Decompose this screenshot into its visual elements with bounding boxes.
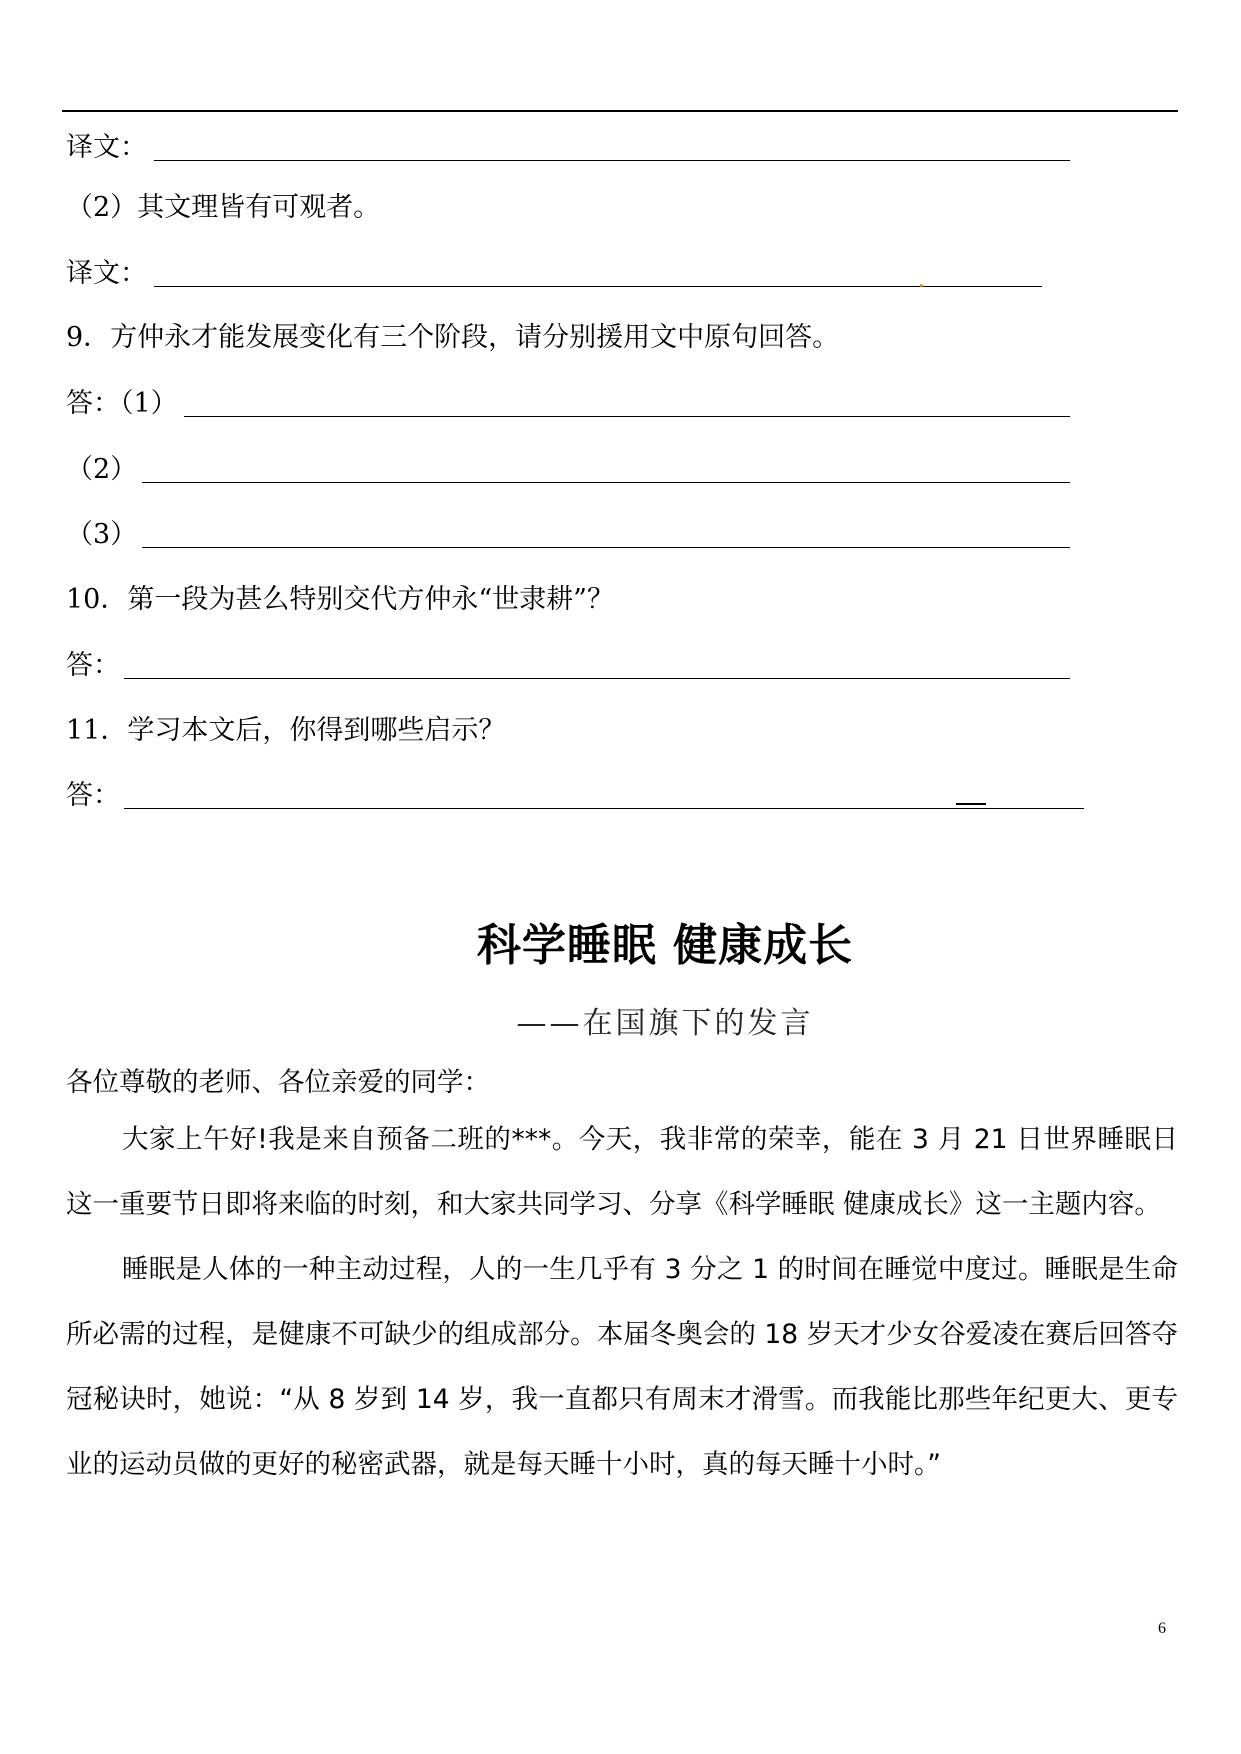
answer-blank[interactable] <box>142 482 1070 483</box>
answer-blank[interactable] <box>154 286 1042 287</box>
q10-answer-line <box>66 646 120 686</box>
q9-answer-line-3 <box>66 515 137 555</box>
answer-blank[interactable] <box>184 416 1070 417</box>
page-number: 6 <box>1158 1620 1166 1637</box>
answer-label: 答：（1） <box>66 388 178 419</box>
q8-translation-line-1 <box>66 128 147 168</box>
q9-answer-line-2 <box>66 450 137 490</box>
answer-blank[interactable] <box>142 547 1070 548</box>
question-text: 10．第一段为甚么特别交代方仲永“世隶耕”？ <box>66 584 614 615</box>
q10-prompt <box>66 580 614 620</box>
paragraph: 睡眠是人体的一种主动过程，人的一生几乎有 3 分之 1 的时间在睡觉中度过。睡眠是生命所必需的过程，是健康不可缺少的组成部分。本届冬奥会的 18 岁天才少女谷爱凌在赛后回答夺冠秘诀时，她说：“从 8 岁到 14 岁，我一直都只有周末才滑雪。而我能比那些年纪更大、更专业的运动员做的更好的秘密武器，就是每天睡十小时，真的每天睡十小时。” <box>66 1254 1178 1480</box>
q11-prompt <box>66 711 505 751</box>
answer-label: 答： <box>66 650 120 681</box>
answer-blank[interactable] <box>124 678 1070 679</box>
stray-dash <box>956 803 986 805</box>
speech-body <box>66 1107 1178 1497</box>
question-text: 9．方仲永才能发展变化有三个阶段，请分别援用文中原句回答。 <box>66 322 840 353</box>
q8-item-2 <box>66 188 380 228</box>
paragraph: 大家上午好!我是来自预备二班的***。今天，我非常的荣幸，能在 3 月 21 日世界睡眠日这一重要节日即将来临的时刻，和大家共同学习、分享《科学睡眠 健康成长》这一主题内容。 <box>66 1124 1178 1220</box>
translation-label: 译文： <box>66 258 147 289</box>
answer-label: 答： <box>66 780 120 811</box>
salutation: 各位尊敬的老师、各位亲爱的同学： <box>66 1067 490 1098</box>
article-title: 科学睡眠 健康成长 <box>476 920 854 971</box>
answer-label: （2） <box>66 454 138 485</box>
answer-blank[interactable] <box>124 808 1084 809</box>
q8-translation-line-2 <box>66 254 147 294</box>
translation-label: 译文： <box>66 132 147 163</box>
q9-prompt <box>66 318 839 358</box>
question-item-text: （2）其文理皆有可观者。 <box>66 192 381 223</box>
stray-mark <box>920 284 923 287</box>
header-rule <box>62 110 1178 112</box>
answer-blank[interactable] <box>154 160 1070 161</box>
answer-label: （3） <box>66 519 138 550</box>
article-subtitle: ——在国旗下的发言 <box>516 1006 814 1041</box>
q11-answer-line <box>66 776 120 816</box>
question-text: 11．学习本文后，你得到哪些启示？ <box>66 715 506 746</box>
q9-answer-line-1 <box>66 384 178 424</box>
